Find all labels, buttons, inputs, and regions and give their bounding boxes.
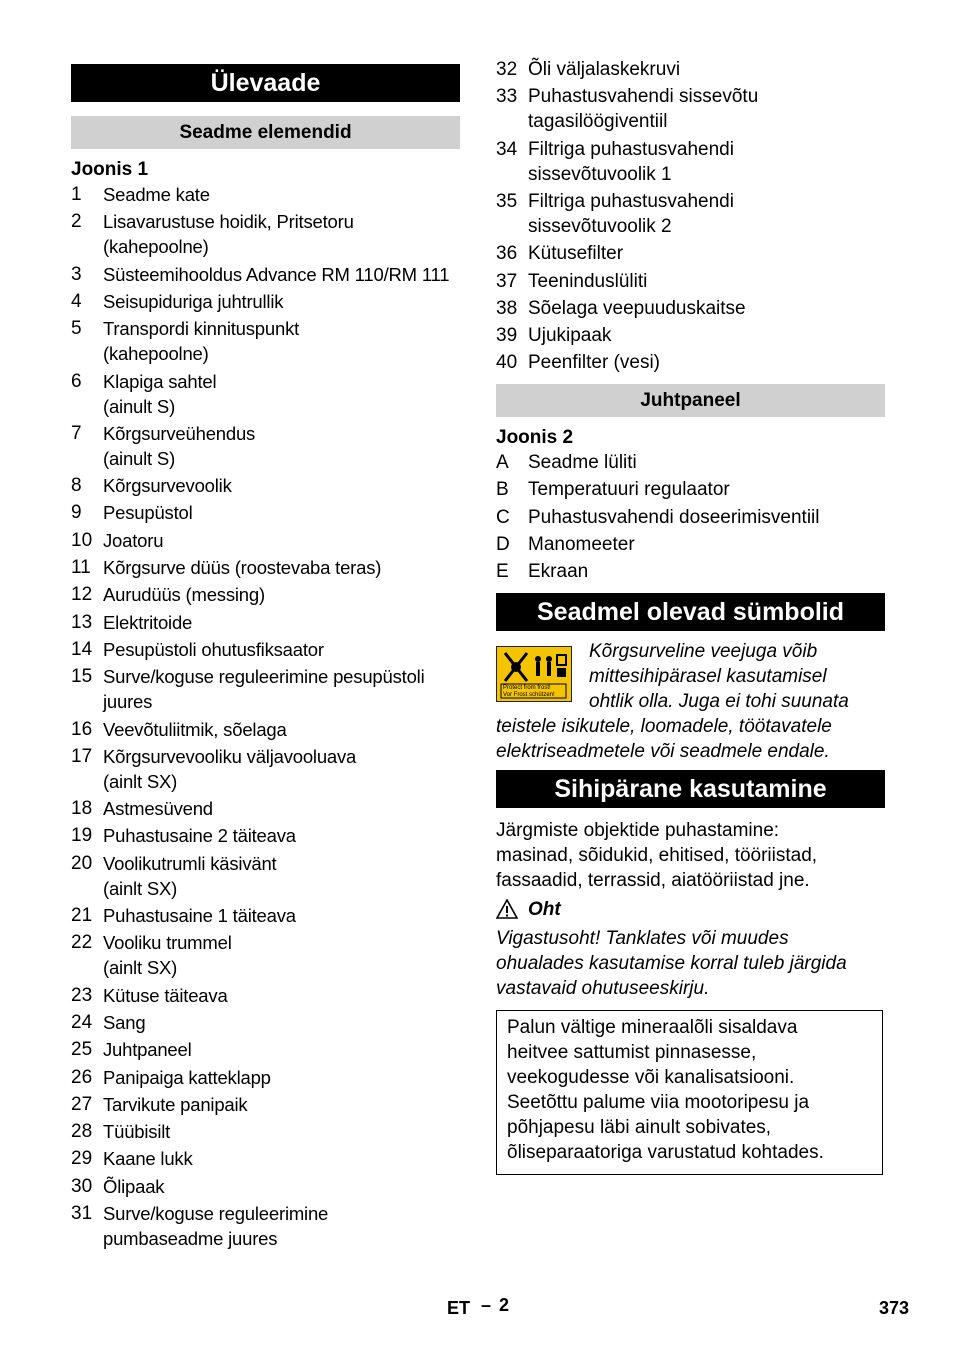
- list-item: [71, 664, 460, 714]
- list-item-text: [103, 823, 463, 848]
- list-item-number: 27: [71, 1093, 93, 1115]
- list-item-line: tagasilöögiventiil: [528, 111, 668, 133]
- list-item: [71, 528, 460, 553]
- usage-line-2: masinad, sõidukid, ehitised, tööriistad,: [496, 845, 818, 866]
- list-item: [71, 796, 460, 821]
- box-line-1: Palun vältige mineraalõli sisaldava: [507, 1017, 798, 1038]
- list-item-number: 28: [71, 1121, 93, 1143]
- box-line-6: õliseparaatoriga varustatud kohtades.: [507, 1142, 824, 1163]
- list-item-number: 14: [71, 638, 93, 660]
- list-item-text: [103, 262, 463, 287]
- list-item-line: Puhastusaine 1 täiteava: [103, 905, 296, 926]
- list-item-line: Puhastusaine 2 täiteava: [103, 825, 296, 847]
- list-item-line: Kõrgsurvevooliku väljavooluava: [103, 745, 357, 767]
- list-item: [496, 450, 885, 475]
- list-item-number: 13: [71, 611, 93, 633]
- list-item-text: [103, 500, 463, 525]
- list-item-line: Kõrgsurve düüs (roostevaba teras): [103, 557, 382, 578]
- list-item: [71, 182, 460, 207]
- list-item-line: (ainlt SX): [103, 770, 178, 792]
- list-item-line: Tarvikute panipaik: [103, 1093, 248, 1115]
- usage-line-3: fassaadid, terrassid, aiatööriistad jne.: [496, 870, 810, 891]
- list-item-number: 23: [71, 984, 93, 1006]
- list-item-number: 34: [496, 138, 518, 160]
- list-item-line: (ainlt SX): [103, 957, 178, 979]
- list-item-number: D: [496, 533, 510, 555]
- list-item-number: 38: [496, 297, 518, 319]
- list-item-number: 11: [71, 557, 91, 578]
- box-line-2: heitvee sattumist pinnasesse,: [507, 1042, 757, 1063]
- list-item: [71, 316, 460, 366]
- list-item-line: Seadme lüliti: [528, 452, 637, 473]
- list-item: [71, 1065, 460, 1090]
- list-item-text: [528, 84, 888, 134]
- list-item-number: 16: [71, 718, 93, 740]
- list-item-number: 25: [71, 1039, 93, 1061]
- list-item-line: Sõelaga veepuuduskaitse: [528, 297, 746, 319]
- list-item-line: Puhastusvahendi sissevõtu: [528, 86, 759, 108]
- list-item-number: 4: [71, 290, 82, 312]
- list-item: [71, 637, 460, 662]
- list-item-line: Surve/koguse reguleerimine pesupüstoli: [103, 666, 425, 688]
- list-item: [496, 532, 885, 557]
- footer-language: ET: [447, 1298, 471, 1318]
- list-item: [496, 323, 885, 348]
- list-item-number: 31: [71, 1203, 93, 1224]
- list-item-number: 26: [71, 1066, 93, 1088]
- list-item: [71, 1037, 460, 1062]
- list-item-text: [103, 1174, 463, 1199]
- list-item-line: Panipaiga katteklapp: [103, 1066, 271, 1088]
- list-item-line: Kütuse täiteava: [103, 984, 228, 1006]
- list-item-text: [103, 664, 463, 714]
- list-item: [71, 930, 460, 980]
- list-item-number: 37: [496, 270, 518, 292]
- list-item-line: Joatoru: [103, 529, 164, 551]
- list-item-text: [528, 350, 888, 375]
- list-item-line: Voolikutrumli käsivänt: [103, 852, 277, 874]
- list-item-line: Filtriga puhastusvahendi: [528, 138, 734, 160]
- list-item-line: Ekraan: [528, 561, 589, 583]
- list-item-text: [103, 289, 463, 314]
- list-item: [496, 189, 885, 239]
- list-item: [71, 555, 460, 580]
- list-item-line: Lisavarustuse hoidik, Pritsetoru: [103, 211, 354, 233]
- list-item-line: Sang: [103, 1011, 146, 1033]
- list-item: [496, 296, 885, 321]
- list-item-line: Surve/koguse reguleerimine: [103, 1203, 329, 1224]
- list-item-number: 12: [71, 584, 93, 606]
- list-item-number: 15: [71, 666, 93, 688]
- list-item-line: Klapiga sahtel: [103, 370, 217, 392]
- list-item-number: 35: [496, 190, 518, 212]
- danger-line-2: ohualades kasutamise korral tuleb järgida: [496, 953, 847, 974]
- list-item: [71, 1119, 460, 1144]
- list-item-line: (ainult S): [103, 395, 176, 417]
- list-item-number: 7: [71, 422, 82, 444]
- list-item-text: [103, 930, 463, 980]
- environment-note-box: [496, 1010, 883, 1175]
- list-item-line: (kahepoolne): [103, 343, 209, 365]
- list-item: [71, 289, 460, 314]
- list-item-text: [103, 1065, 463, 1090]
- list-item-line: Pesupüstol: [103, 502, 193, 524]
- list-item-line: Astmesüvend: [103, 798, 213, 820]
- figure-2-label: Joonis 2: [496, 427, 574, 448]
- list-item-text: [103, 1092, 463, 1117]
- list-item: [496, 241, 885, 266]
- list-item-text: [528, 559, 888, 584]
- list-item-line: Kõrgsurvevoolik: [103, 475, 232, 497]
- list-item-text: [103, 851, 463, 901]
- list-item-line: sissevõtuvoolik 1: [528, 163, 672, 185]
- symbol-frost-text-de: Vor Frost schützen!: [503, 691, 555, 698]
- list-item-line: (ainlt SX): [103, 877, 178, 899]
- list-item-text: [103, 1119, 463, 1144]
- list-item-number: B: [496, 479, 509, 501]
- list-item-text: [103, 209, 463, 259]
- list-item-line: Manomeeter: [528, 533, 635, 555]
- list-item: [71, 1174, 460, 1199]
- control-panel-heading: Juhtpaneel: [496, 384, 885, 417]
- list-item-line: Filtriga puhastusvahendi: [528, 190, 734, 212]
- list-item-text: [103, 555, 463, 580]
- list-item-number: 40: [496, 352, 518, 374]
- list-item: [496, 505, 885, 530]
- symbol-text-line-1: Kõrgsurveline veejuga võib: [589, 641, 818, 662]
- list-item-text: [528, 269, 888, 294]
- list-item: [71, 582, 460, 607]
- list-item: [71, 1010, 460, 1035]
- list-item: [496, 269, 885, 294]
- list-item: [71, 823, 460, 848]
- footer-dash: –: [481, 1295, 492, 1315]
- list-item-text: [528, 505, 888, 530]
- list-item-text: [103, 369, 463, 419]
- list-item-number: 1: [71, 184, 82, 205]
- list-item-number: 24: [71, 1011, 93, 1033]
- list-item-text: [103, 1010, 463, 1035]
- list-item-text: [528, 450, 888, 475]
- list-item-text: [528, 241, 888, 266]
- list-item-line: Elektritoide: [103, 611, 193, 633]
- list-item: [71, 744, 460, 794]
- list-item-number: 36: [496, 243, 518, 265]
- list-item: [496, 559, 885, 584]
- list-item-number: 22: [71, 932, 93, 954]
- symbol-text-line-2: mittesihipärasel kasutamisel: [589, 666, 827, 687]
- list-item: [71, 717, 460, 742]
- list-item: [71, 500, 460, 525]
- list-item-line: Seisupiduriga juhtrullik: [103, 290, 284, 312]
- overview-heading: Ülevaade: [71, 64, 460, 102]
- list-item-number: 3: [71, 263, 82, 285]
- list-item-number: 29: [71, 1148, 93, 1170]
- list-item-number: 8: [71, 475, 82, 497]
- list-item-line: Kaane lukk: [103, 1148, 193, 1170]
- device-elements-heading: Seadme elemendid: [71, 116, 460, 149]
- symbol-text-line-5: elektriseadmetele või seadmele endale.: [496, 741, 830, 762]
- symbol-frost-text-en: Protect from frost!: [503, 685, 551, 691]
- list-item: [71, 209, 460, 259]
- list-item-number: 18: [71, 798, 93, 820]
- list-item-text: [103, 316, 463, 366]
- danger-label: Oht: [528, 899, 561, 920]
- list-item-line: Vooliku trummel: [103, 932, 232, 954]
- list-item-number: 6: [71, 370, 82, 392]
- list-item-text: [528, 477, 888, 502]
- list-item-number: 32: [496, 59, 518, 80]
- list-item-text: [103, 1146, 463, 1171]
- list-item-line: Seadme kate: [103, 184, 210, 205]
- list-item-number: 17: [71, 745, 93, 767]
- box-line-3: veekogudesse või kanalisatsiooni.: [507, 1067, 795, 1088]
- list-item-text: [103, 983, 463, 1008]
- list-item-text: [103, 473, 463, 498]
- list-item-text: [528, 137, 888, 187]
- list-item-text: [528, 532, 888, 557]
- danger-line-3: vastavaid ohutuseeskirju.: [496, 978, 710, 999]
- list-item: [71, 1201, 460, 1251]
- list-item-text: [103, 717, 463, 742]
- list-item: [71, 851, 460, 901]
- warning-triangle-icon: [496, 899, 518, 919]
- list-item-text: [528, 189, 888, 239]
- list-item-text: [103, 1037, 463, 1062]
- list-item-line: sissevõtuvoolik 2: [528, 215, 672, 237]
- symbol-text-line-4: teistele isikutele, loomadele, töötavatele: [496, 716, 832, 737]
- symbols-heading: Seadmel olevad sümbolid: [496, 593, 885, 631]
- list-item-line: Teeninduslüliti: [528, 270, 648, 292]
- list-item-text: [103, 582, 463, 607]
- list-item-text: [103, 637, 463, 662]
- list-item-line: Transpordi kinnituspunkt: [103, 318, 300, 340]
- list-item: [71, 473, 460, 498]
- list-item-number: 21: [71, 905, 93, 926]
- list-item-text: [103, 610, 463, 635]
- list-item-text: [528, 57, 888, 82]
- list-item: [496, 350, 885, 375]
- list-item: [496, 137, 885, 187]
- intended-use-heading: Sihipärane kasutamine: [496, 770, 885, 808]
- list-item-number: 10: [71, 529, 93, 551]
- symbol-text-line-3: ohtlik olla. Juga ei tohi suunata: [589, 691, 849, 712]
- list-item-line: Süsteemihooldus Advance RM 110/RM 111: [103, 263, 450, 285]
- frost-warning-symbol-icon: [496, 646, 572, 702]
- list-item: [71, 610, 460, 635]
- list-item-number: 39: [496, 325, 518, 347]
- list-item-text: [103, 528, 463, 553]
- box-line-5: põhjapesu läbi ainult sobivates,: [507, 1117, 772, 1138]
- list-item-line: Temperatuuri regulaator: [528, 479, 730, 501]
- list-item-line: Puhastusvahendi doseerimisventiil: [528, 506, 820, 528]
- list-item-text: [103, 1201, 463, 1251]
- figure-1-label: Joonis 1: [71, 159, 149, 180]
- footer-page-number: 373: [879, 1298, 910, 1318]
- list-item-line: juures: [103, 691, 153, 713]
- list-item-number: E: [496, 561, 509, 583]
- list-item-text: [103, 421, 463, 471]
- list-item-text: [103, 796, 463, 821]
- list-item: [496, 477, 885, 502]
- list-item-number: 19: [71, 825, 93, 847]
- list-item: [71, 369, 460, 419]
- list-item-line: pumbaseadme juures: [103, 1228, 278, 1249]
- list-item-text: [103, 182, 463, 207]
- list-item: [71, 903, 460, 928]
- list-item-number: 2: [71, 211, 82, 233]
- list-item: [71, 983, 460, 1008]
- list-item: [71, 262, 460, 287]
- list-item: [71, 421, 460, 471]
- list-item-line: (kahepoolne): [103, 236, 209, 258]
- list-item: [496, 57, 885, 82]
- list-item-number: 33: [496, 86, 518, 108]
- list-item: [71, 1146, 460, 1171]
- list-item-number: C: [496, 506, 510, 528]
- list-item-line: Õlipaak: [103, 1175, 165, 1197]
- list-item: [496, 84, 885, 134]
- usage-line-1: Järgmiste objektide puhastamine:: [496, 820, 780, 841]
- list-item-line: Õli väljalaskekruvi: [528, 59, 681, 80]
- footer-section-page: 2: [499, 1295, 510, 1315]
- list-item-line: Pesupüstoli ohutusfiksaator: [103, 638, 324, 660]
- list-item-line: Kõrgsurveühendus: [103, 422, 256, 444]
- list-item-line: Peenfilter (vesi): [528, 352, 660, 374]
- list-item-number: A: [496, 452, 509, 473]
- danger-line-1: Vigastusoht! Tanklates või muudes: [496, 928, 789, 949]
- list-item-number: 30: [71, 1175, 93, 1197]
- list-item-text: [528, 323, 888, 348]
- symbol-frost-text: [503, 685, 555, 698]
- list-item-text: [528, 296, 888, 321]
- list-item-line: Veevõtuliitmik, sõelaga: [103, 718, 287, 740]
- list-item-text: [103, 903, 463, 928]
- list-item-line: Ujukipaak: [528, 325, 612, 347]
- list-item-line: (ainult S): [103, 447, 176, 469]
- box-line-4: Seetõttu palume viia mootoripesu ja: [507, 1092, 810, 1113]
- list-item-line: Aurudüüs (messing): [103, 584, 265, 606]
- list-item-line: Tüübisilt: [103, 1121, 171, 1143]
- list-item-number: 9: [71, 502, 82, 524]
- list-item-line: Kütusefilter: [528, 243, 624, 265]
- list-item: [71, 1092, 460, 1117]
- list-item-text: [103, 744, 463, 794]
- list-item-number: 5: [71, 318, 82, 340]
- list-item-line: Juhtpaneel: [103, 1039, 192, 1061]
- list-item-number: 20: [71, 852, 93, 874]
